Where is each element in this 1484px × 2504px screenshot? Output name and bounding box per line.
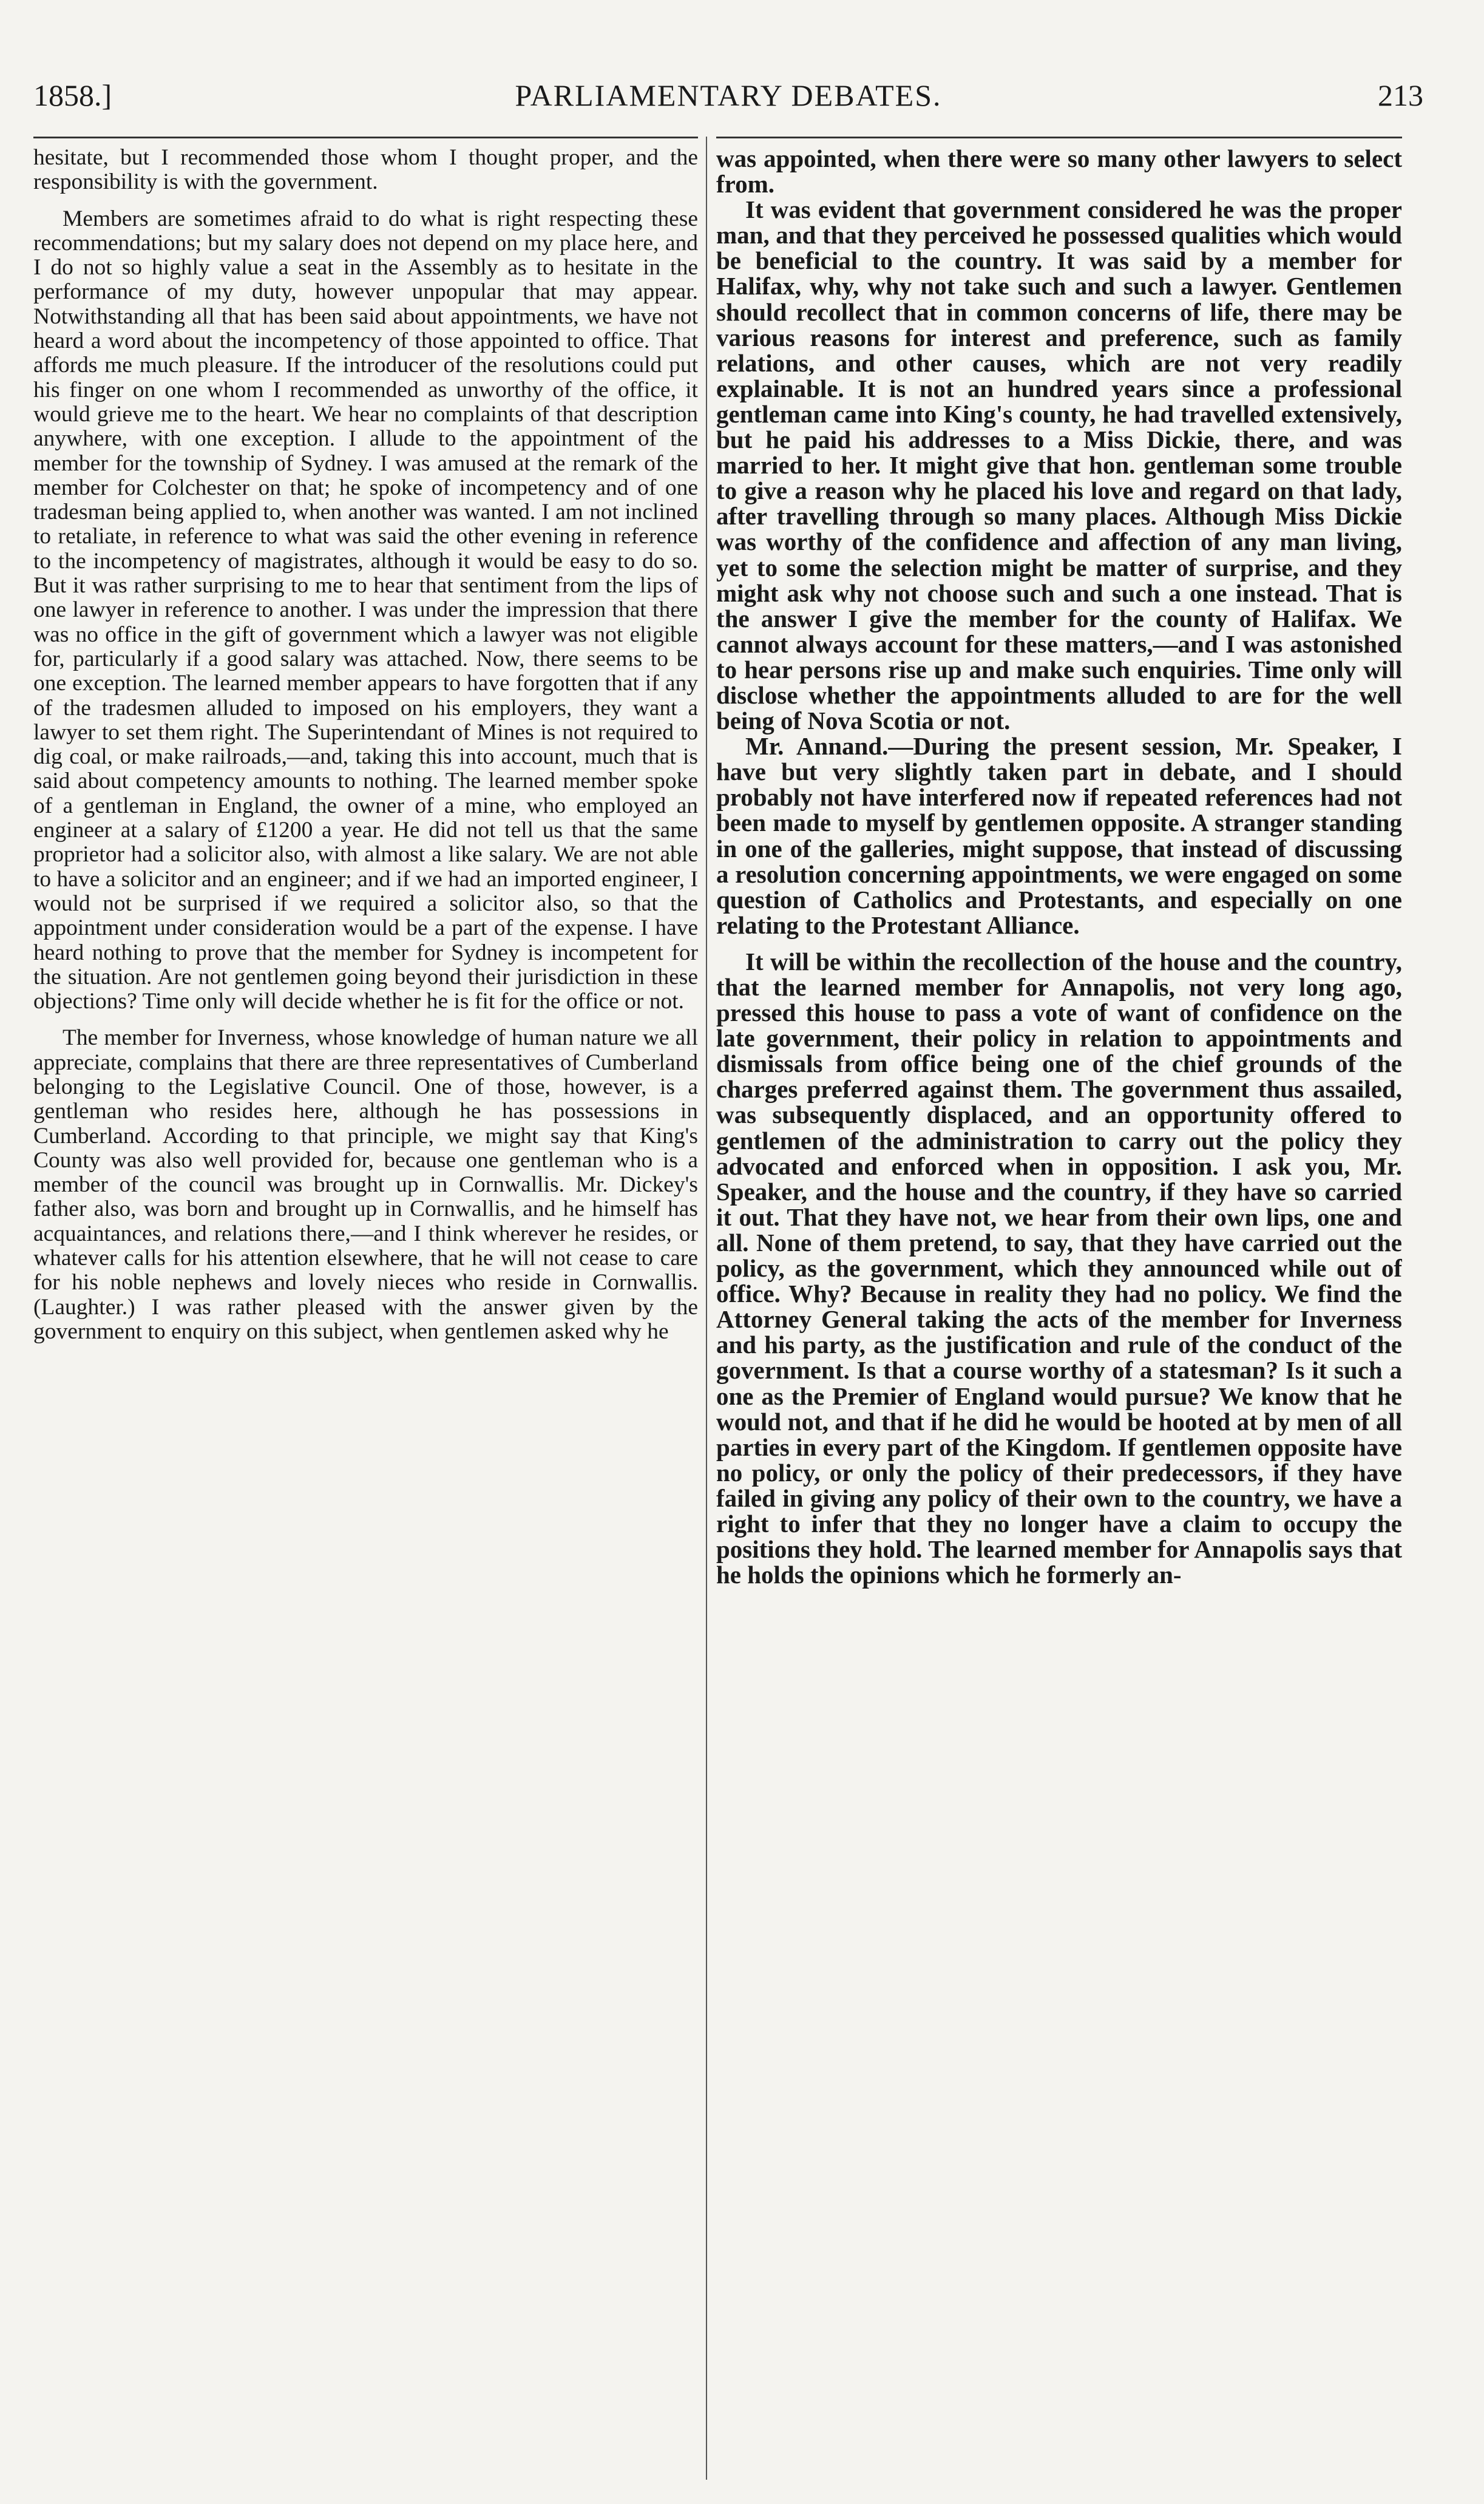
header-date: 1858.]	[33, 78, 112, 112]
header-title: PARLIAMENTARY DEBATES.	[515, 78, 942, 112]
right-column	[716, 146, 1402, 2480]
header-rule-right	[716, 137, 1402, 138]
left-paragraph-3: The member for Inverness, whose knowledge of human nature we all appreciate, complains that there are three representatives of Cumberland belonging to the Legislative Council. One of those, however, is a gentleman who resides here, although he has possessions in Cumberland. According to that principle, we might say that King's County was also well provided for, because one gentleman who is a member of the council was brought up in Cornwallis. Mr. Dickey's father also, was born and brought up in Cornwallis, and he himself has acquaintances, and relations there,—and I think wherever he resides, or whatever calls for his attention elsewhere, that he will not cease to care for his noble nephews and lovely nieces who reside in Cornwallis. (Laughter.) I was rather pleased with the answer given by the government to enquiry on this subject, when gentlemen asked why he	[33, 1025, 698, 1344]
column-divider	[706, 137, 707, 2480]
page-header	[33, 78, 1423, 126]
right-paragraph-4: It will be within the recollection of the house and the country, that the learned member for Annapolis, not very long ago, pressed this house to pass a vote of want of confidence on the late government, their policy in relation to appointments and dismissals from office being one of the chief grounds of the charges preferred against them. The government thus assailed, was subsequently displaced, and an opportunity offered to gentlemen of the administration to carry out the policy they advocated and enforced when in opposition. I ask you, Mr. Speaker, and the house and the country, if they have so carried it out. That they have not, we hear from their own lips, one and all. None of them pretend, to say, that they have carried out the policy, as the government, which they announced while out of office. Why? Because in reality they had no policy. We find the Attorney General taking the acts of the member for Inverness and his party, as the justification and rule of the conduct of the government. Is that a course worthy of a statesman? Is it such a one as the Premier of England would pursue? We know that he would not, and that if he did he would be hooted at by men of all parties in every part of the Kingdom. If gentlemen opposite have no policy, or only the policy of their predecessors, if they have failed in giving any policy of their own to the country, we have a right to infer that they no longer have a claim to occupy the positions they hold. The learned member for Annapolis says that he holds the opinions which he formerly an-	[716, 947, 1402, 1589]
right-paragraph-2: It was evident that government considered he was the proper man, and that they perceived he possessed qualities which would be beneficial to the country. It was said by a member for Halifax, why, why not take such and such a lawyer. Gentlemen should recollect that in common concerns of life, there may be various reasons for interest and preference, such as family relations, and other causes, which are not very readily explainable. It is not an hundred years since a professional gentleman came into King's county, he had travelled extensively, but he paid his addresses to a Miss Dickie, there, and was married to her. It might give that hon. gentleman some trouble to give a reason why he placed his love and regard on that lady, after travelling through so many places. Although Miss Dickie was worthy of the confidence and affection of any man living, yet to some the selection might be matter of surprise, and they might ask why not choose such and such a one instead. That is the answer I give the member for the county of Halifax. We cannot always account for these matters,—and I was astonished to hear persons rise up and make such enquiries. Time only will disclose whether the appointments alluded to are for the well being of Nova Scotia or not.	[716, 195, 1402, 735]
header-rule-left	[33, 137, 698, 138]
header-page-number: 213	[1378, 78, 1423, 112]
left-column	[33, 146, 698, 2480]
right-paragraph-3: Mr. Annand.—During the present session, Mr. Speaker, I have but very slightly taken part in debate, and I should probably not have interfered now if repeated references had not been made to myself by gentlemen opposite. A stranger standing in one of the galleries, might suppose, that instead of discussing a resolution concerning appointments, we were engaged on some question of Catholics and Protestants, and especially on one relating to the Protestant Alliance.	[716, 732, 1402, 939]
right-paragraph-1: was appointed, when there were so many other lawyers to select from.	[716, 146, 1402, 198]
left-paragraph-1: hesitate, but I recommended those whom I thought proper, and the responsibility is with the government.	[33, 146, 698, 195]
left-paragraph-2: Members are sometimes afraid to do what is right respecting these recommendations; but my salary does not depend on my place here, and I do not so highly value a seat in the Assembly as to hesitate in the performance of my duty, however unpopular that may appear. Notwithstanding all that has been said about appointments, we have not heard a word about the incompetency of those appointed to office. That affords me much pleasure. If the introducer of the resolutions could put his finger on one whom I recommended as unworthy of the office, it would grieve me to the heart. We hear no complaints of that description anywhere, with one exception. I allude to the appointment of the member for the township of Sydney. I was amused at the remark of the member for Colchester on that; he spoke of incompetency and of one tradesman being applied to, when another was wanted. I am not inclined to retaliate, in reference to what was said the other evening in reference to the incompetency of magistrates, although it would be easy to do so. But it was rather surprising to me to hear that sentiment from the lips of one lawyer in reference to another. I was under the impression that there was no office in the gift of government which a lawyer was not eligible for, particularly if a good salary was attached. Now, there seems to be one exception. The learned member appears to have forgotten that if any of the tradesmen alluded to imposed on his employers, they want a lawyer to set them right. The Superintendant of Mines is not required to dig coal, or make railroads,—and, taking this into account, much that is said about competency amounts to nothing. The learned member spoke of a gentleman in England, the owner of a mine, who employed an engineer at a salary of £1200 a year. He did not tell us that the same proprietor had a solicitor also, with almost a like salary. We are not able to have a solicitor and an engineer; and if we had an imported engineer, I would not be surprised if we required a solicitor also, so that the appointment under consideration would be a part of the expense. I have heard nothing to prove that the member for Sydney is incompetent for the situation. Are not gentlemen going beyond their jurisdiction in these objections? Time only will decide whether he is fit for the office or not.	[33, 206, 698, 1014]
